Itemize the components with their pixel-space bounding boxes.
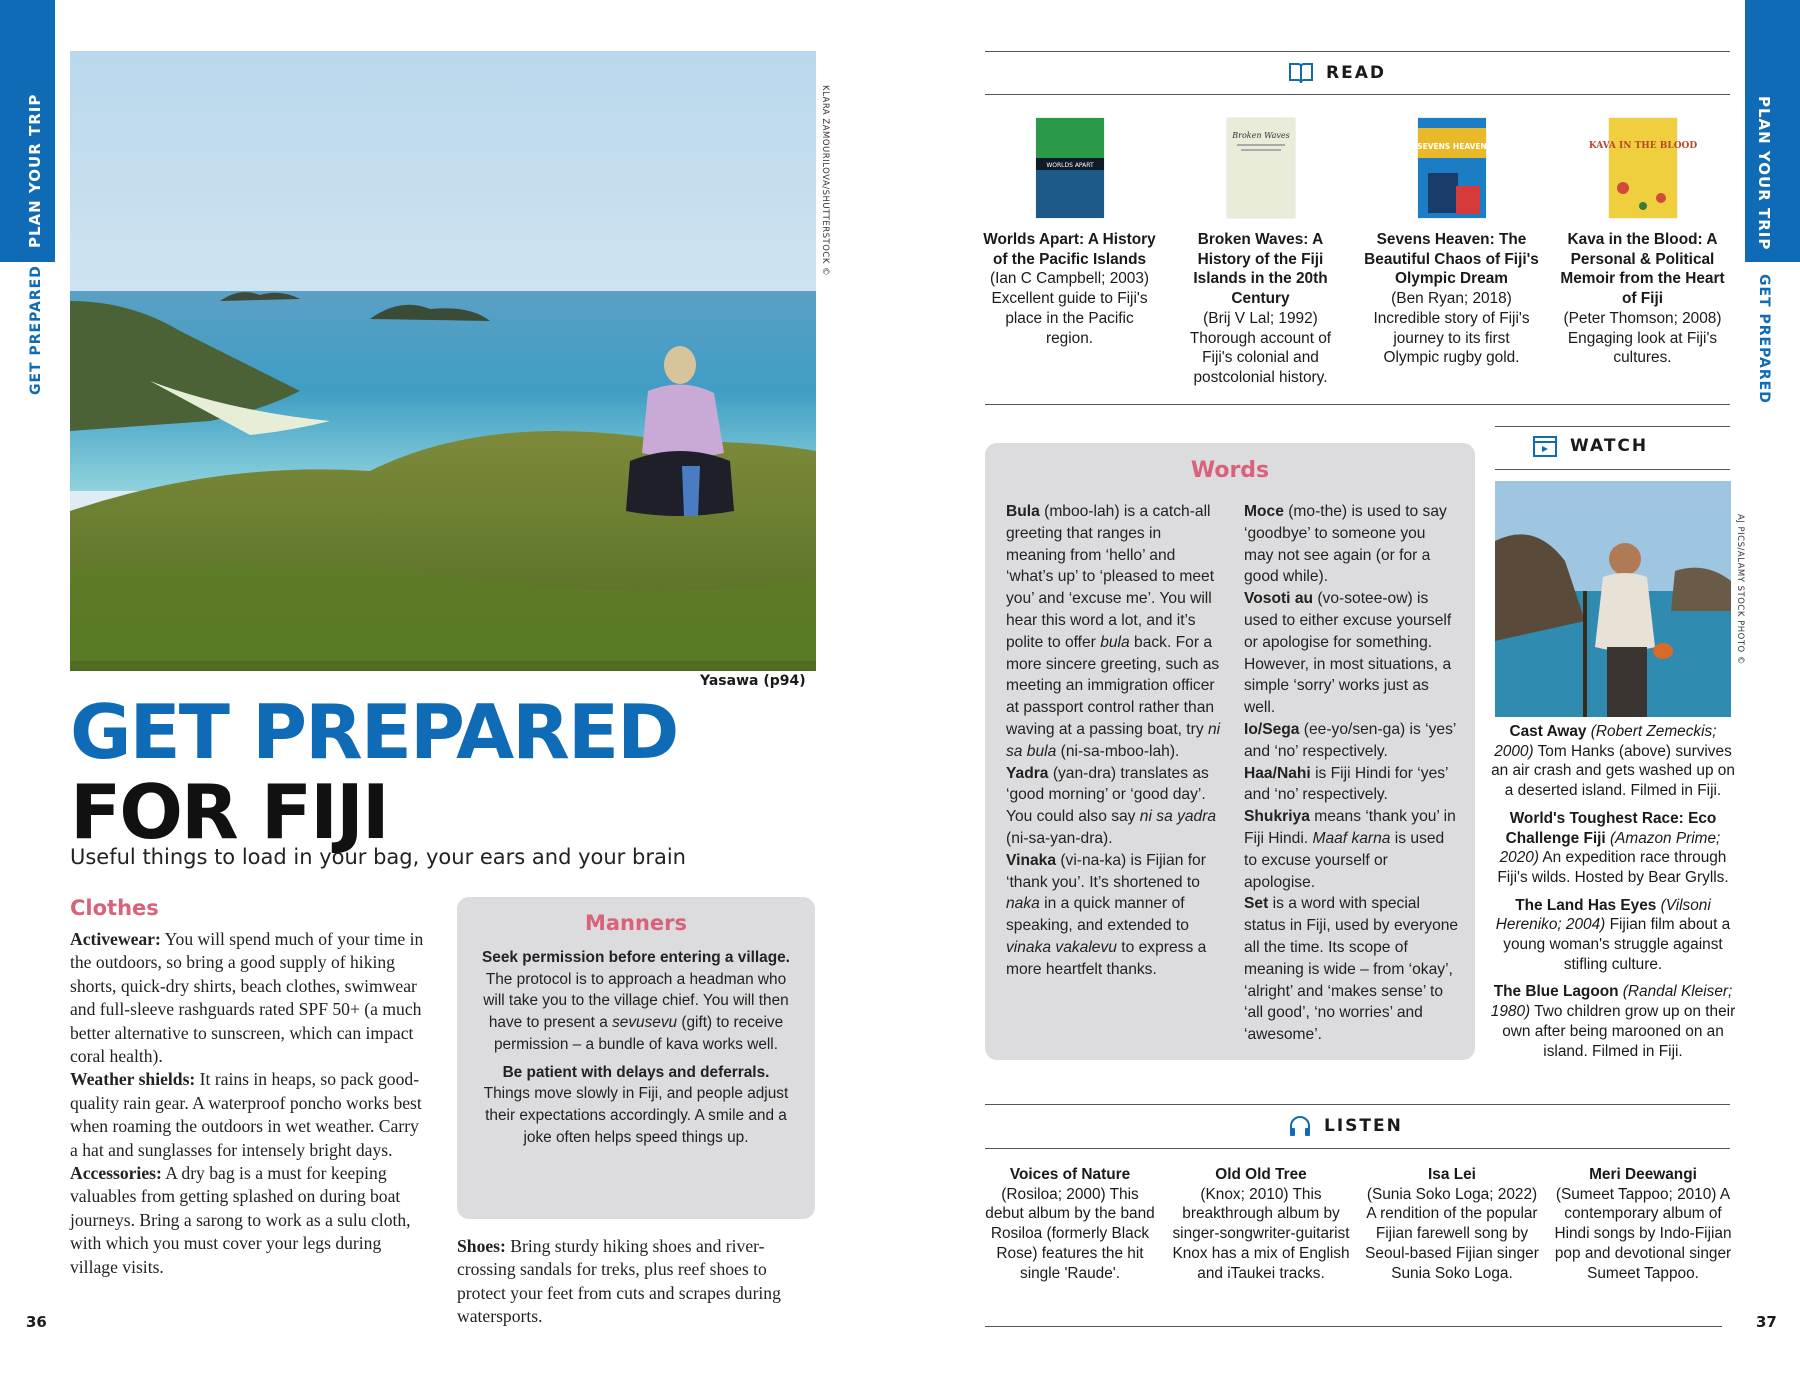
- film-photo-credit: AJ PICS/ALAMY STOCK PHOTO ©: [1735, 514, 1745, 665]
- page-subtitle: Useful things to load in your bag, your ears and your brain: [70, 845, 686, 869]
- accessories-label: Accessories:: [70, 1163, 162, 1184]
- book-item: [982, 118, 1157, 348]
- hero-caption: Yasawa (p94): [700, 673, 806, 689]
- svg-text:Broken Waves: Broken Waves: [1231, 131, 1290, 140]
- manners-heading: Manners: [584, 911, 688, 935]
- book-cover: [1036, 118, 1104, 218]
- page-title-line2: FOR FIJI: [70, 768, 388, 856]
- clapperboard-icon: [1532, 434, 1558, 458]
- hero-photo: [70, 51, 816, 661]
- book-meta: (Ian C Campbell; 2003): [989, 270, 1150, 288]
- book-icon: [1288, 61, 1314, 85]
- film-item: World's Toughest Race: Eco Challenge Fiji (Amazon Prime; 2020) An expedition race through Fiji's wilds. Hosted by Bear Grylls.: [1497, 809, 1729, 886]
- book-title: Broken Waves: A History of the Fiji Islands in the 20th Century: [1193, 231, 1328, 308]
- page-number-left: 36: [26, 1313, 47, 1331]
- manners-item-1-title: Seek permission before entering a village.: [482, 949, 790, 966]
- words-box: [985, 443, 1475, 1060]
- listen-bottom-rule: [985, 1326, 1722, 1327]
- watch-header: [1532, 434, 1648, 458]
- manners-item-2-title: Be patient with delays and deferrals.: [502, 1063, 770, 1081]
- read-heading: READ: [1326, 63, 1386, 83]
- clothes-section: [70, 896, 430, 1279]
- shoes-paragraph: [457, 1235, 817, 1329]
- watch-top-rule: [1495, 426, 1730, 427]
- shoes-label: Shoes:: [457, 1236, 506, 1256]
- svg-text:KAVA IN THE BLOOD: KAVA IN THE BLOOD: [1588, 141, 1697, 151]
- book-desc: Excellent guide to Fiji's place in the Pacific region.: [991, 290, 1148, 347]
- book-item: [1173, 118, 1348, 388]
- page-number-right: 37: [1756, 1313, 1777, 1331]
- read-bottom-rule: [985, 404, 1730, 405]
- manners-box: [457, 897, 815, 1219]
- film-list: [1490, 722, 1736, 1069]
- words-heading: Words: [1190, 458, 1270, 483]
- manners-item-2: Be patient with delays and deferrals. Things move slowly in Fiji, and people adjust their expectations accordingly. A smile and a joke often helps speed things up.: [483, 1063, 789, 1146]
- book-desc: Thorough account of Fiji's colonial and postcolonial history.: [1189, 329, 1332, 386]
- watch-heading: WATCH: [1570, 436, 1649, 456]
- clothes-body: [70, 928, 430, 1279]
- listen-header-rule: [985, 1148, 1730, 1149]
- weather-text: It rains in heaps, so pack good-quality rain gear. A waterproof poncho works best when roaming the outdoors in wet weather. Carry a hat and sunglasses for intensely bright days.: [70, 1069, 422, 1160]
- page-title-line1: GET PREPARED: [70, 688, 678, 776]
- book-title: Kava in the Blood: A Personal & Political Memoir from the Heart of Fiji: [1560, 231, 1725, 308]
- book-cover: [1418, 118, 1486, 218]
- book-item: [1364, 118, 1539, 368]
- album-item: Voices of Nature (Rosiloa; 2000) This debut album by the band Rosiloa (formerly Black Rose) features the hit single 'Raude'.: [985, 1166, 1155, 1282]
- side-tab-label-left: PLAN YOUR TRIP: [26, 93, 44, 248]
- words-column-right: Moce (mo-the) is used to say ‘goodbye’ to someone you may not see again (or for a good while). Vosoti au (vo-sotee-ow) is used to either excuse yourself or apologise for something. However, in most situations, a simple ‘sorry’ works just as well. Io/Sega (ee-yo/sen-ga) is ‘yes’ and ‘no’ respectively. Haa/Nahi is Fiji Hindi for ‘yes’ and ‘no’ respectively. Shukriya means ‘thank you’ in Fiji Hindi. Maaf karna is used to excuse yourself or apologise. Set is a word with special status in Fiji, used by everyone all the time. Its scope of meaning is wide – from ‘okay’, ‘alright’ and ‘makes sense’ to ‘all good’, ‘no worries’ and ‘awesome’.: [1244, 503, 1459, 1044]
- book-meta: (Ben Ryan; 2018): [1391, 290, 1512, 308]
- watch-header-rule: [1495, 469, 1730, 470]
- listen-heading: LISTEN: [1324, 1116, 1403, 1136]
- accessories-text: A dry bag is a must for keeping valuables from getting splashed on during boat journeys. Bring a sarong to work as a sulu cloth, with which you must cover your legs during village visits.: [70, 1163, 411, 1277]
- read-header: [1288, 61, 1386, 85]
- book-meta: (Peter Thomson; 2008): [1563, 309, 1722, 327]
- book-cover: [1588, 118, 1697, 218]
- svg-text:WORLDS APART: WORLDS APART: [1045, 162, 1094, 169]
- film-item: Cast Away (Robert Zemeckis; 2000) Tom Hanks (above) survives an air crash and gets washed up on a deserted island. Filmed in Fiji.: [1491, 723, 1735, 800]
- svg-text:SEVENS HEAVEN: SEVENS HEAVEN: [1416, 142, 1487, 151]
- side-tab-label-right: PLAN YOUR TRIP: [1755, 96, 1773, 251]
- album-item: Meri Deewangi (Sumeet Tappoo; 2010) A contemporary album of Hindi songs by Indo-Fijian pop and devotional singer Sumeet Tappoo.: [1554, 1166, 1732, 1282]
- album-item: Old Old Tree (Knox; 2010) This breakthrough album by singer-songwriter-guitarist Knox has a mix of English and iTaukei tracks.: [1172, 1166, 1350, 1282]
- hero-photo-credit: KLARA ZAMOURILOVA/SHUTTERSTOCK ©: [820, 85, 830, 277]
- manners-item-1: Seek permission before entering a village. The protocol is to approach a headman who will take you to the village chief. You will then have to present a sevusevu (gift) to receive permission – a bundle of kava works well.: [482, 949, 790, 1053]
- listen-top-rule: [985, 1104, 1730, 1105]
- book-cover: [1227, 118, 1295, 218]
- book-title: Sevens Heaven: The Beautiful Chaos of Fiji's Olympic Dream: [1364, 231, 1539, 288]
- side-section-label-right: GET PREPARED: [1756, 274, 1772, 404]
- book-desc: Incredible story of Fiji's journey to its first Olympic rugby gold.: [1373, 309, 1530, 367]
- headphones-icon: [1288, 1114, 1312, 1138]
- film-item: The Blue Lagoon (Randal Kleiser; 1980) Two children grow up on their own after being marooned on an island. Filmed in Fiji.: [1490, 983, 1736, 1060]
- side-section-label-left: GET PREPARED: [28, 265, 44, 395]
- weather-label: Weather shields:: [70, 1069, 196, 1090]
- words-column-left: Bula (mboo-lah) is a catch-all greeting that ranges in meaning from ‘hello’ and ‘what’s up’ to ‘pleased to meet you’ and ‘excuse me’. You will hear this word a lot, and it’s polite to offer bula back. For a more sincere greeting, such as meeting an immigration officer at passport control rather than waving at a passing boat, try ni sa bula (ni-sa-mboo-lah). Yadra (yan-dra) translates as ‘good morning’ or ‘good day’. You could also say ni sa yadra (ni-sa-yan-dra). Vinaka (vi-na-ka) is Fijian for ‘thank you’. It’s shortened to naka in a quick manner of speaking, and extended to vinaka vakalevu to express a more heartfelt thanks.: [1006, 503, 1221, 978]
- book-title: Worlds Apart: A History of the Pacific Islands: [983, 231, 1156, 268]
- activewear-label: Activewear:: [70, 929, 161, 949]
- book-meta: (Brij V Lal; 1992): [1203, 309, 1318, 327]
- book-desc: Engaging look at Fiji's cultures.: [1567, 329, 1718, 367]
- album-item: Isa Lei (Sunia Soko Loga; 2022) A rendition of the popular Fijian farewell song by Seoul-based Fijian singer Sunia Soko Loga.: [1365, 1166, 1539, 1282]
- read-top-rule: [985, 51, 1730, 52]
- listen-header: [1288, 1114, 1403, 1138]
- clothes-heading: Clothes: [70, 896, 159, 920]
- film-item: The Land Has Eyes (Vilsoni Hereniko; 2004) Fijian film about a young woman's struggle against stifling culture.: [1495, 896, 1731, 973]
- read-header-rule: [985, 94, 1730, 95]
- shoes-text: Bring sturdy hiking shoes and river-crossing sandals for treks, plus reef shoes to protect your feet from cuts and scrapes during watersports.: [457, 1236, 781, 1327]
- film-still-photo: [1495, 481, 1731, 717]
- activewear-text: You will spend much of your time in the outdoors, so bring a good supply of hiking shorts, quick-dry shirts, beach clothes, swimwear and full-sleeve rashguards rated SPF 50+ (a much better alternative to sunscreen, which can impact coral health).: [70, 929, 424, 1067]
- book-item: [1555, 118, 1730, 368]
